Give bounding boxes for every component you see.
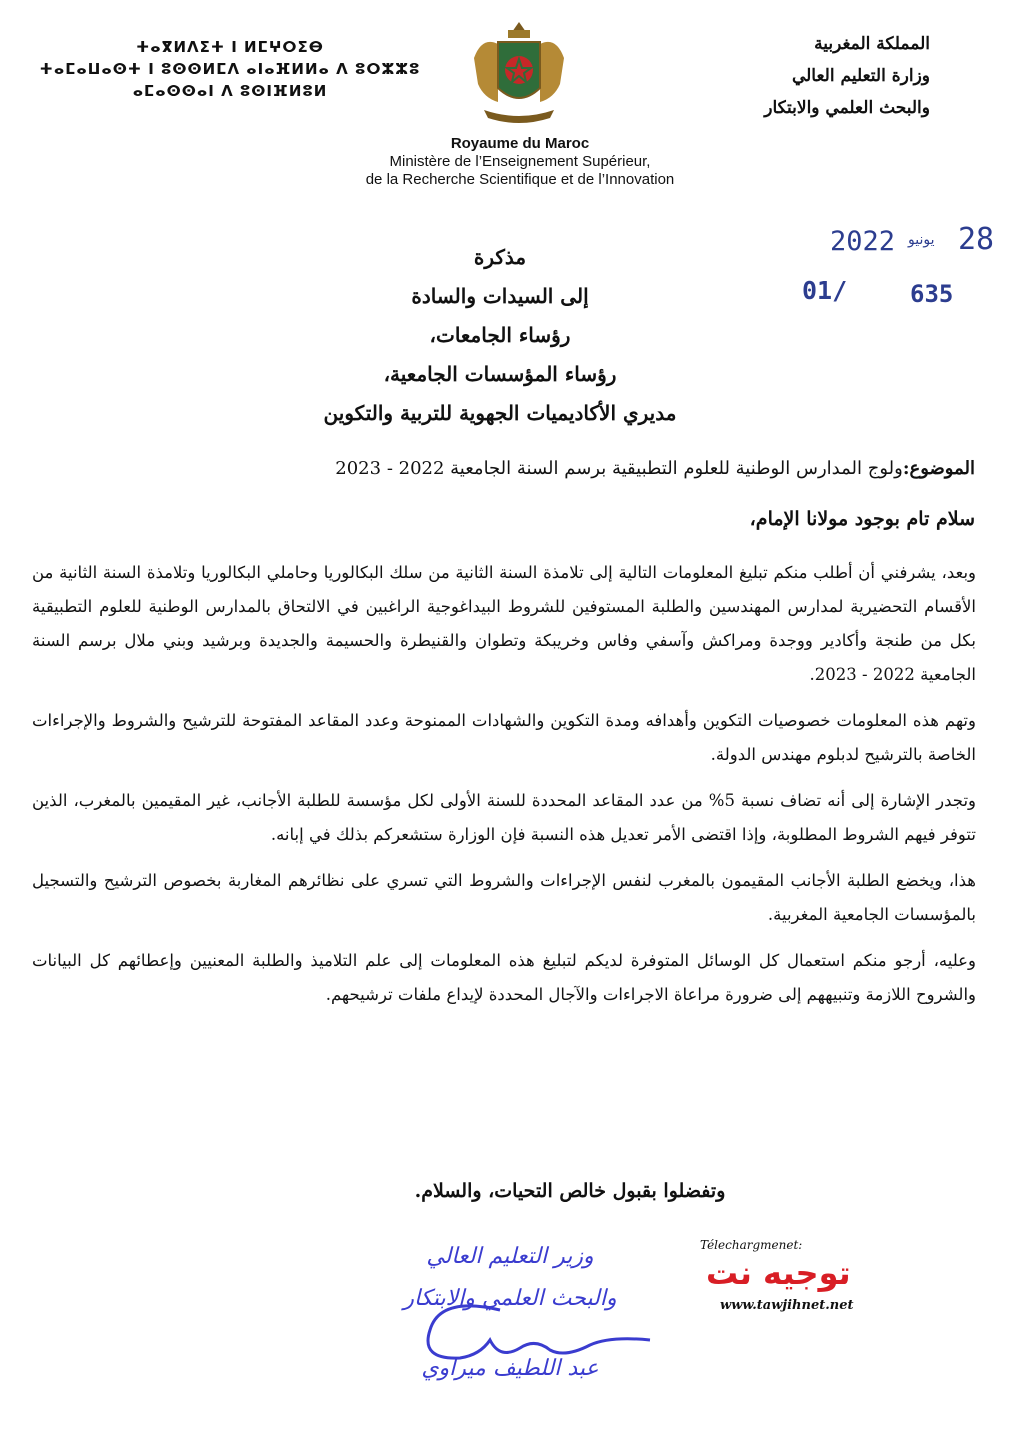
reference-number: 635	[910, 280, 954, 308]
closing: وتفضلوا بقبول خالص التحيات، والسلام.	[414, 1180, 726, 1202]
memo-body	[32, 556, 976, 1024]
watermark-url: www.tawjihnet.net	[720, 1298, 854, 1313]
tifinagh-line: ⵜⴰⵎⴰⵡⴰⵙⵜ ⵏ ⵓⵙⵙⵍⵎⴷ ⴰⵏⴰⴼⵍⵍⴰ ⴷ ⵓⵔⵣⵣⵓ	[39, 60, 421, 78]
arabic-header	[630, 28, 930, 124]
body-paragraph: وعليه، أرجو منكم استعمال كل الوسائل المتوفرة لديكم لتبليغ هذه المعلومات إلى علم التلاميذ والطلبة المعنيين وإعطائهم كل البيانات والشروح اللازمة وتنبيههم إلى ضرورة مراعاة الاجراءات والآجال المحددة لإيداع ملفات ترشيحهم.	[32, 951, 976, 1004]
arabic-header-line: والبحث العلمي والابتكار	[764, 98, 930, 118]
memo-title: مذكرة	[473, 245, 527, 269]
date-stamp	[780, 222, 995, 322]
emblem-icon	[464, 18, 574, 128]
french-line: de la Recherche Scientifique et de l’Innovation	[365, 171, 675, 188]
watermark	[700, 1238, 900, 1318]
signature-title-line: وزير التعليم العالي	[426, 1244, 594, 1269]
signature	[330, 1240, 690, 1410]
greeting: سلام تام بوجود مولانا الإمام،	[749, 508, 975, 530]
body-paragraph: وتهم هذه المعلومات خصوصيات التكوين وأهدافه ومدة التكوين والشهادات الممنوحة وعدد المقاعد المفتوحة للترشيح والشروط والإجراءات الخاصة بالترشيح لدبلوم مهندس الدولة.	[32, 711, 976, 764]
body-paragraph: هذا، ويخضع الطلبة الأجانب المقيمون بالمغرب لنفس الإجراءات والشروط التي تسري على نظائرهم المغاربة بخصوص الترشيح والتسجيل بالمؤسسات الجامعية المغربية.	[32, 871, 976, 924]
addressee-line: إلى السيدات والسادة	[411, 284, 589, 308]
french-header	[260, 135, 780, 189]
addressees	[220, 238, 780, 433]
tifinagh-line: ⵜⴰⴳⵍⴷⵉⵜ ⵏ ⵍⵎⵖⵔⵉⴱ	[136, 38, 324, 56]
subject-label: الموضوع:	[902, 458, 975, 479]
addressee-line: مديري الأكاديميات الجهوية للتربية والتكوين	[323, 401, 677, 425]
arabic-header-line: المملكة المغربية	[814, 34, 930, 54]
signature-title-line: والبحث العلمي والابتكار	[403, 1286, 617, 1311]
body-paragraph: وبعد، يشرفني أن أطلب منكم تبليغ المعلومات التالية إلى تلامذة السنة الثانية من سلك البكالوريا وحاملي البكالوريا وتلامذة السنة الثانية من الأقسام التحضيرية لمدارس المهندسين والطلبة المستوفين للشروط البيداغوجية الراغبين في الالتحاق بالمدارس الوطنية للعلوم التطبيقية بكل من طنجة وأكادير ووجدة ومراكش وآسفي وفاس وخريبكة وتطوان والقنيطرة والحسيمة والجديدة وبرشيد وبني ملال برسم السنة الجامعية 2022 - 2023.	[32, 563, 976, 684]
date-year: 2022	[830, 226, 896, 257]
tifinagh-line: ⴰⵎⴰⵙⵙⴰⵏ ⴷ ⵓⵙⵏⴼⵍⵓⵍ	[132, 82, 328, 100]
date-day: 28	[958, 222, 995, 257]
french-line: Ministère de l’Enseignement Supérieur,	[389, 153, 651, 170]
french-title: Royaume du Maroc	[450, 135, 590, 152]
watermark-label: Télechargmenet:	[700, 1238, 803, 1252]
reference-prefix: 01/	[802, 276, 848, 305]
body-paragraph: وتجدر الإشارة إلى أنه تضاف نسبة 5% من عدد المقاعد المحددة للسنة الأولى لكل مؤسسة للطلبة الأجانب، غير المقيمين بالمغرب، الذين تتوفر فيهم الشروط المطلوبة، وإذا اقتضى الأمر تعديل هذه النسبة فإن الوزارة ستشعركم بذلك في إبانه.	[32, 791, 977, 844]
date-month: يونيو	[908, 232, 935, 248]
subject-text: ولوج المدارس الوطنية للعلوم التطبيقية برسم السنة الجامعية 2022 - 2023	[335, 458, 903, 479]
tifinagh-header	[30, 36, 430, 102]
addressee-line: رؤساء الجامعات،	[429, 323, 571, 347]
subject	[40, 455, 975, 483]
signatory-name: عبد اللطيف ميراوي	[421, 1356, 599, 1381]
arabic-header-line: وزارة التعليم العالي	[791, 66, 930, 86]
watermark-logo: توجيه نت	[706, 1254, 851, 1292]
addressee-line: رؤساء المؤسسات الجامعية،	[383, 362, 617, 386]
